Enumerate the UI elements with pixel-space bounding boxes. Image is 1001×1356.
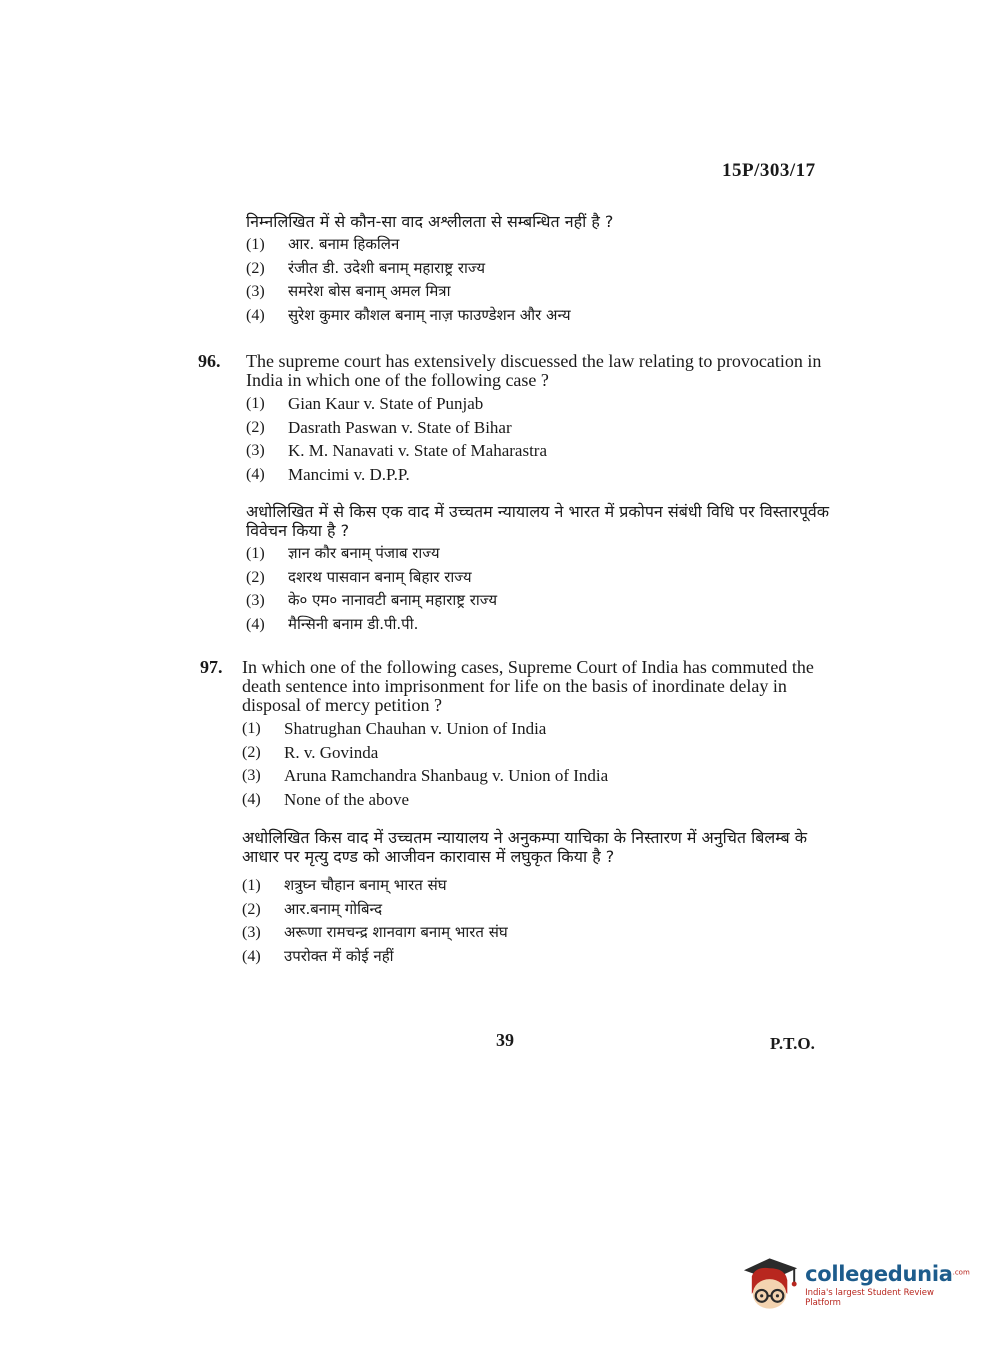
option-text: R. v. Govinda [284,742,379,762]
option-number: (2) [246,259,265,277]
option-number: (2) [246,418,265,436]
option-text: आर.बनाम् गोबिन्द [284,899,383,918]
q95-hindi-options [198,233,838,327]
option-item [246,233,838,257]
option-number: (4) [242,947,261,965]
option-number: (1) [246,395,265,412]
option-item [246,416,838,440]
option-item [246,589,838,613]
option-item [242,945,840,969]
q97-question-text: In which one of the following cases, Supreme Court of India has commuted the death sentence into imprisonment for life on the basis of inordinate delay in disposal of mercy petition ? [242,657,814,715]
option-item [242,898,840,922]
option-number: (2) [242,900,261,918]
q97-hindi-block [200,828,840,968]
q97-hindi-question: अधोलिखित किस वाद में उच्चतम न्यायालय ने अनुकम्पा याचिका के निस्तारण में अनुचित बिलम्ब के आधार पर मृत्यु दण्ड को आजीवन कारावास में लघुकृत किया है ? [242,828,807,866]
option-number: (4) [246,615,265,633]
q96-question-text: The supreme court has extensively discuessed the law relating to provocation in India in which one of the following case ? [246,351,822,390]
option-number: (1) [242,720,261,737]
student-mascot-icon [740,1254,801,1316]
option-number: (4) [246,465,265,483]
option-item [242,717,840,741]
option-text: Dasrath Paswan v. State of Bihar [288,417,512,437]
option-number: (1) [246,545,265,562]
option-text: दशरथ पासवान बनाम् बिहार राज्य [288,567,472,586]
collegedunia-watermark [740,1250,970,1320]
option-text: आर. बनाम हिकलिन [288,235,400,253]
option-number: (3) [246,283,265,300]
watermark-tagline: India's largest Student Review Platform [805,1288,934,1308]
option-text: के० एम० नानावटी बनाम् महाराष्ट्र राज्य [288,591,498,609]
option-text: ज्ञान कौर बनाम् पंजाब राज्य [288,544,440,562]
paper-code: 15P/303/17 [722,160,816,181]
watermark-name-row [805,1262,970,1286]
q97-hindi-options [200,874,840,968]
option-number: (1) [242,877,261,894]
option-item [246,613,838,637]
option-number: (1) [246,236,265,253]
q95-hindi-block [198,212,838,327]
option-item [246,257,838,281]
watermark-suffix: .com [952,1268,970,1277]
option-number: (3) [246,592,265,609]
q95-hindi-question: निम्नलिखित में से कौन-सा वाद अश्लीलता से सम्बन्धित नहीं है ? [246,212,614,231]
pto-marker: P.T.O. [770,1034,815,1053]
q97-english-block [200,658,840,811]
q97-english-options [200,717,840,811]
question-number: 96. [198,351,221,371]
option-number: (2) [242,743,261,761]
option-item [242,764,840,788]
watermark-text [805,1262,970,1308]
option-text: Shatrughan Chauhan v. Union of India [284,719,547,738]
option-item [242,874,840,898]
option-number: (4) [242,790,261,808]
option-item [246,463,838,487]
q96-english-block [198,352,838,486]
watermark-name: collegedunia [805,1262,953,1286]
option-text: अरूणा रामचन्द्र शानवाग बनाम् भारत संघ [284,923,508,941]
option-item [246,542,838,566]
option-text: None of the above [284,789,410,809]
option-number: (2) [246,568,265,586]
q96-hindi-options [198,542,838,636]
option-number: (3) [242,767,261,784]
option-item [246,304,838,328]
option-item [242,921,840,945]
option-item [246,566,838,590]
option-text: Aruna Ramchandra Shanbaug v. Union of India [284,766,609,785]
option-text: उपरोक्त में कोई नहीं [284,946,394,965]
q96-hindi-block [198,502,838,636]
option-item [246,439,838,463]
option-text: Mancimi v. D.P.P. [288,464,410,484]
option-text: सुरेश कुमार कौशल बनाम् नाज़ फाउण्डेशन और अन्य [288,305,571,324]
option-text: K. M. Nanavati v. State of Maharastra [288,441,548,460]
q96-hindi-question: अधोलिखित में से किस एक वाद में उच्चतम न्यायालय ने भारत में प्रकोपन संबंधी विधि पर विस्तारपूर्वक विवेचन किया है ? [246,502,830,540]
option-text: शत्रुघ्न चौहान बनाम् भारत संघ [284,876,447,894]
option-number: (3) [242,924,261,941]
option-text: रंजीत डी. उदेशी बनाम् महाराष्ट्र राज्य [288,258,486,277]
option-item [246,280,838,304]
option-text: Gian Kaur v. State of Punjab [288,394,484,413]
option-text: समरेश बोस बनाम् अमल मित्रा [288,282,451,300]
option-item [242,788,840,812]
option-item [242,741,840,765]
option-item [246,392,838,416]
page-number: 39 [496,1030,514,1050]
option-number: (4) [246,306,265,324]
question-number: 97. [200,657,223,677]
q96-english-options [198,392,838,486]
option-text: मैन्सिनी बनाम डी.पी.पी. [288,614,419,633]
option-number: (3) [246,442,265,459]
